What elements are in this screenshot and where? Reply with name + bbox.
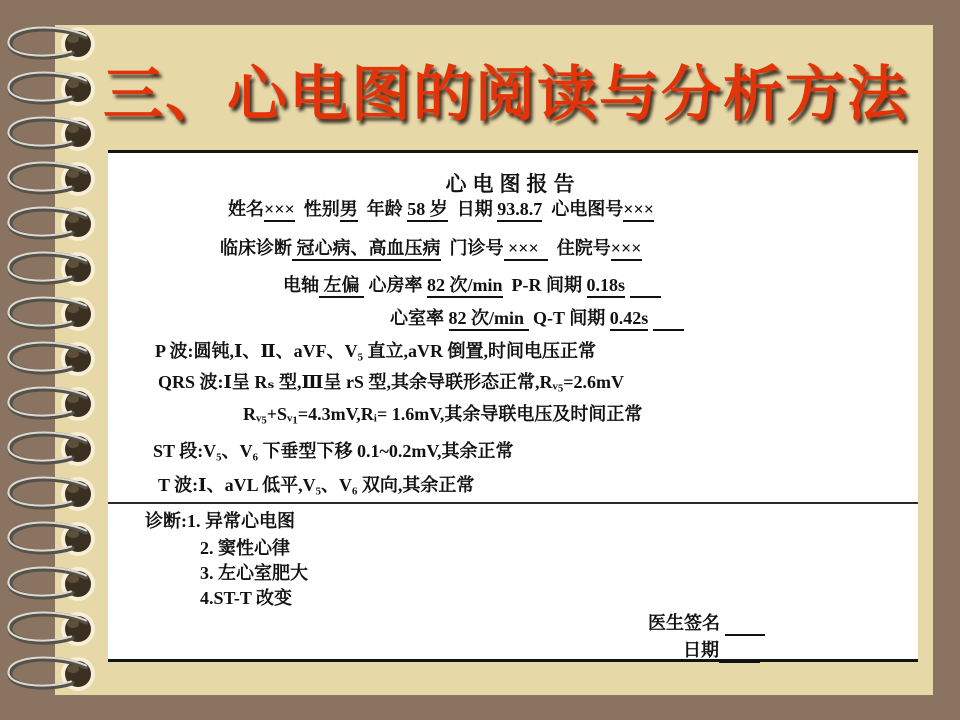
- underlined-value: [719, 640, 760, 663]
- spiral-ring-icon: [2, 68, 102, 112]
- field-label: [625, 275, 630, 295]
- spiral-ring-icon: [2, 158, 102, 202]
- underlined-value: 0.42s: [610, 308, 649, 331]
- field-label: 心电图号: [542, 199, 624, 219]
- spiral-ring-icon: [2, 338, 102, 382]
- report-title: 心电图报告: [445, 172, 581, 196]
- field-label: 姓名: [228, 199, 264, 219]
- underlined-value: [653, 308, 685, 331]
- report-divider-line: [108, 502, 918, 504]
- spiral-ring-icon: [2, 473, 102, 517]
- underlined-value: 93.8.7: [497, 199, 542, 222]
- report-qrs-line-1: QRS 波:Ⅰ呈 Rₛ 型,Ⅲ呈 rS 型,其余导联形态正常,Rᵥ₅=2.6mV: [158, 372, 624, 392]
- report-t-wave-line: T 波:Ⅰ、aVL 低平,V₅、V₆ 双向,其余正常: [158, 475, 475, 495]
- field-label: 电轴: [283, 275, 319, 295]
- underlined-value: ×××: [264, 199, 295, 222]
- field-label: P-R 间期: [502, 275, 587, 295]
- underlined-value: 左偏: [319, 275, 364, 298]
- underlined-value: [630, 275, 662, 298]
- field-label: 日期: [447, 199, 498, 219]
- spiral-ring-icon: [2, 248, 102, 292]
- spiral-ring-icon: [2, 428, 102, 472]
- report-ventricular-rate-line: [390, 307, 684, 329]
- diagnosis-line-2: 2. 窦性心律: [200, 538, 290, 558]
- field-label: 门诊号: [440, 238, 504, 258]
- underlined-value: 冠心病、高血压病: [292, 238, 441, 261]
- slide-title: 三、心电图的阅读与分析方法: [103, 62, 909, 128]
- field-label: 医生签名: [648, 613, 725, 633]
- spiral-ring-icon: [2, 113, 102, 157]
- underlined-value: 男: [340, 199, 358, 222]
- report-st-segment-line: ST 段:V₅、V₆ 下垂型下移 0.1~0.2mV,其余正常: [153, 441, 514, 461]
- doctor-signature-line: [648, 612, 765, 634]
- spiral-ring-icon: [2, 653, 102, 697]
- underlined-value: ×××: [611, 238, 642, 261]
- spiral-ring-icon: [2, 563, 102, 607]
- underlined-value: 82 次/min: [449, 308, 529, 331]
- field-label: 年龄: [357, 199, 408, 219]
- report-clinical-diagnosis-line: [220, 237, 642, 259]
- underlined-value: [725, 613, 766, 636]
- field-label: Q-T 间期: [528, 308, 610, 328]
- spiral-ring-icon: [2, 203, 102, 247]
- report-p-wave-line: P 波:圆钝,Ⅰ、Ⅱ、aVF、V₅ 直立,aVR 倒置,时间电压正常: [155, 341, 596, 361]
- report-patient-info-line: [228, 198, 654, 220]
- spiral-binding: [0, 0, 110, 720]
- diagnosis-line-3: 3. 左心室肥大: [200, 563, 308, 583]
- spiral-ring-icon: [2, 608, 102, 652]
- report-qrs-line-2: Rᵥ₅+Sᵥ₁=4.3mV,Rᵢ= 1.6mV,其余导联电压及时间正常: [243, 404, 643, 424]
- underlined-value: 58 岁: [407, 199, 448, 222]
- field-label: 心室率: [390, 308, 449, 328]
- spiral-ring-icon: [2, 293, 102, 337]
- field-label: 心房率: [364, 275, 427, 295]
- ecg-report-card: [108, 150, 918, 662]
- spiral-ring-icon: [2, 23, 102, 67]
- diagnosis-line-4: 4.ST-T 改变: [200, 588, 293, 608]
- report-date-line: [683, 639, 760, 661]
- underlined-value: ×××: [504, 238, 548, 261]
- report-axis-atrial-rate-line: [283, 274, 661, 296]
- underlined-value: 82 次/min: [427, 275, 503, 298]
- field-label: 性别: [294, 199, 340, 219]
- underlined-value: 0.18s: [587, 275, 626, 298]
- underlined-value: ×××: [623, 199, 654, 222]
- spiral-ring-icon: [2, 518, 102, 562]
- spiral-ring-icon: [2, 383, 102, 427]
- field-label: 临床诊断: [220, 238, 292, 258]
- diagnosis-line-1: 诊断:1. 异常心电图: [145, 511, 295, 531]
- field-label: 住院号: [547, 238, 611, 258]
- field-label: 日期: [683, 640, 719, 660]
